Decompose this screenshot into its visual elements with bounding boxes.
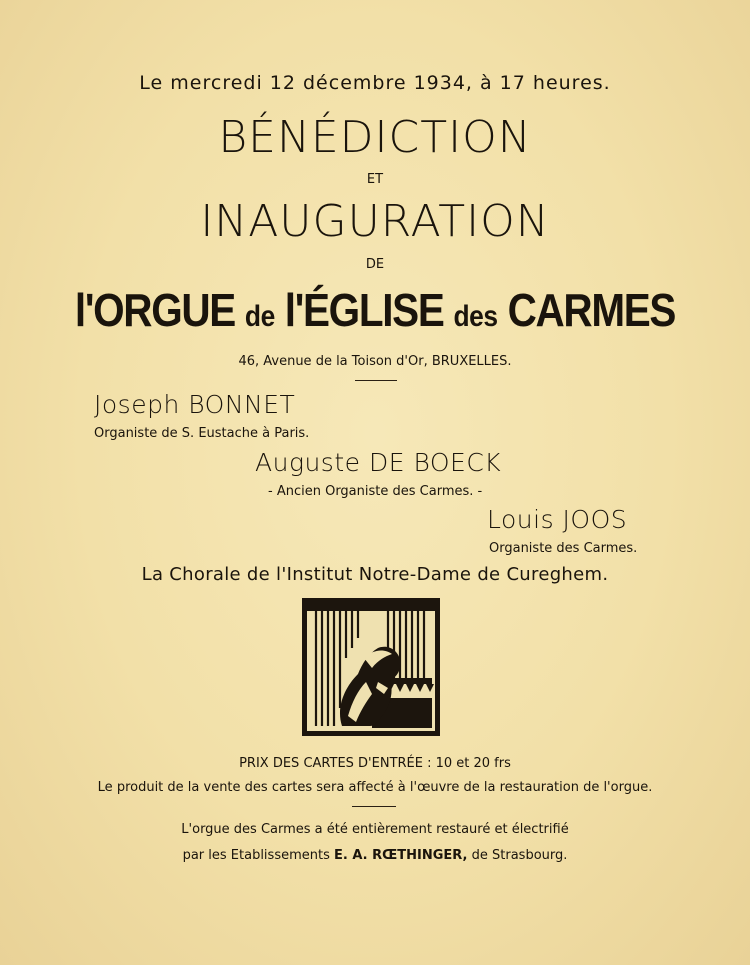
restoration-note-suffix: de Strasbourg. bbox=[467, 848, 568, 863]
main-title-de: de bbox=[244, 300, 275, 333]
divider bbox=[352, 806, 396, 807]
performer-name-joos: Louis JOOS bbox=[487, 505, 628, 534]
title-conjunction-de: DE bbox=[365, 257, 385, 272]
organist-woodcut-icon bbox=[302, 598, 440, 736]
main-title-eglise: l'ÉGLISE bbox=[284, 284, 444, 336]
performer-name-de-boeck: Auguste DE BOECK bbox=[255, 448, 502, 477]
main-title bbox=[45, 283, 705, 337]
restoration-note-line1: L'orgue des Carmes a été entièrement restauré et électrifié bbox=[181, 822, 569, 837]
address: 46, Avenue de la Toison d'Or, BRUXELLES. bbox=[238, 354, 512, 369]
divider bbox=[355, 380, 397, 381]
title-inauguration: INAUGURATION bbox=[200, 196, 550, 247]
builder-name: E. A. RŒTHINGER, bbox=[334, 848, 468, 863]
ticket-price: PRIX DES CARTES D'ENTRÉE : 10 et 20 frs bbox=[239, 756, 511, 771]
performer-role-bonnet: Organiste de S. Eustache à Paris. bbox=[94, 426, 310, 441]
title-conjunction-et: ET bbox=[366, 172, 384, 187]
main-title-des: des bbox=[453, 300, 498, 333]
restoration-note-line2 bbox=[0, 848, 750, 863]
performer-name-bonnet: Joseph BONNET bbox=[94, 390, 296, 419]
title-benediction: BÉNÉDICTION bbox=[218, 112, 532, 163]
proceeds-note: Le produit de la vente des cartes sera affecté à l'œuvre de la restauration de l'orgue. bbox=[97, 780, 653, 795]
performer-role-de-boeck: - Ancien Organiste des Carmes. - bbox=[268, 484, 483, 499]
chorale-line: La Chorale de l'Institut Notre-Dame de Cureghem. bbox=[141, 564, 609, 585]
date-line: Le mercredi 12 décembre 1934, à 17 heures. bbox=[139, 72, 611, 94]
restoration-note-prefix: par les Etablissements bbox=[182, 848, 334, 863]
performer-role-joos: Organiste des Carmes. bbox=[489, 541, 638, 556]
main-title-orgue: l'ORGUE bbox=[74, 284, 235, 336]
main-title-carmes: CARMES bbox=[507, 284, 676, 336]
